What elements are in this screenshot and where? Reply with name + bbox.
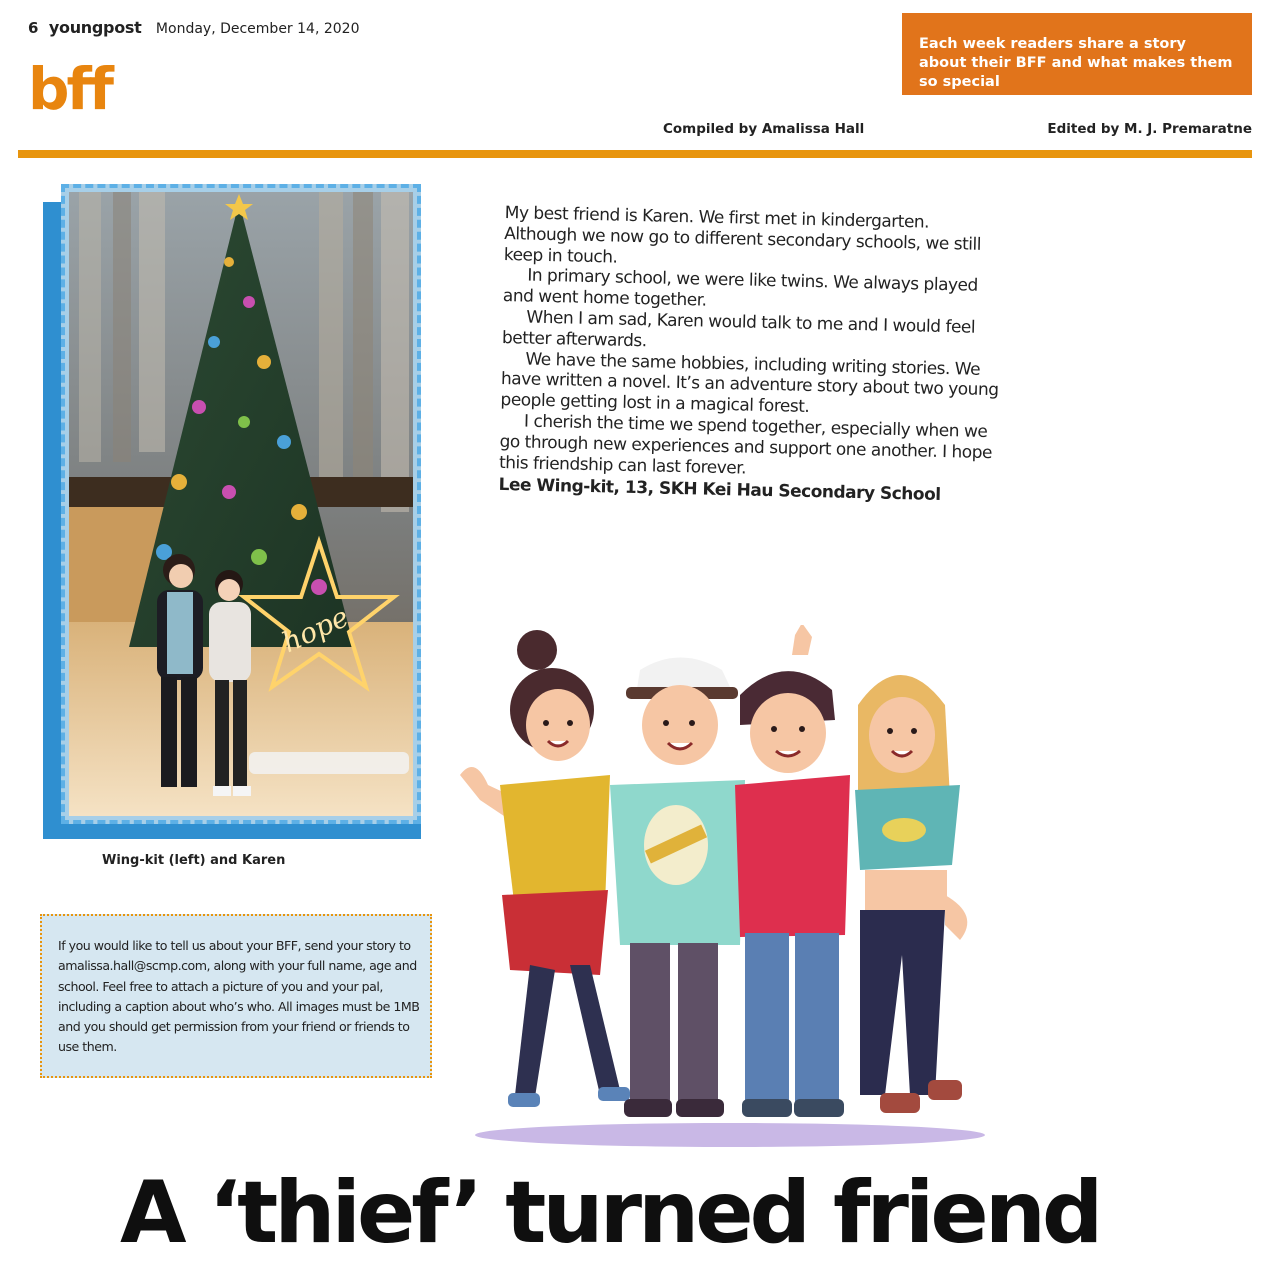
edited-credit: Edited by M. J. Premaratne (1047, 121, 1252, 137)
article-paragraph-3: When I am sad, Karen would talk to me and I would feel better afterwards. (501, 307, 976, 352)
promo-box: Each week readers share a story about their BFF and what makes them so special (902, 13, 1252, 95)
hope-sign-text: hope (276, 600, 354, 660)
section-divider (18, 150, 1252, 158)
submission-info-box: If you would like to tell us about your BFF, send your story to amalissa.hall@scmp.com, along with your full name, age and school. Feel free to attach a picture of you and your pal, including a caption about who’s who. All images must be 1MB and you should get permission from your friend or friends to use them. (40, 914, 432, 1078)
article-paragraph-2: In primary school, we were like twins. We always played and went home together. (502, 265, 978, 311)
article-paragraph-5: I cherish the time we spend together, especially when we go through new experiences and support one another. I hope this friendship can last forever. (498, 411, 993, 479)
friends-illustration (440, 625, 1000, 1155)
girl-with-blonde-hair (855, 675, 967, 1113)
friends-photo (69, 192, 413, 816)
article-body (498, 203, 1005, 507)
compiled-credit: Compiled by Amalissa Hall (663, 121, 865, 137)
article-byline: Lee Wing-kit, 13, SKH Kei Hau Secondary School (498, 475, 941, 506)
boy-in-red-shirt (735, 625, 850, 1117)
brand-name: youngpost (48, 18, 142, 37)
photo-caption: Wing-kit (left) and Karen (102, 853, 286, 868)
boy-with-cap (610, 658, 745, 1118)
christmas-tree-photo (69, 192, 413, 816)
issue-date: Monday, December 14, 2020 (155, 21, 360, 37)
girl-with-ponytail (460, 630, 630, 1107)
page-number: 6 (28, 19, 39, 37)
article-paragraph-4: We have the same hobbies, including writing stories. We have written a novel. It’s an adventure story about two young people getting lost in a magical forest. (500, 349, 999, 418)
headline: A ‘thief’ turned friend (120, 1163, 1100, 1263)
article-paragraph-1: My best friend is Karen. We first met in kindergarten. Although we now go to different secondary schools, we still keep in touch. (503, 203, 982, 268)
ground-shadow (475, 1123, 985, 1147)
four-friends-illustration (440, 625, 1000, 1155)
masthead (28, 18, 359, 37)
section-logo: bff (28, 55, 111, 123)
photo-border (61, 184, 421, 824)
photo-frame (43, 202, 421, 839)
